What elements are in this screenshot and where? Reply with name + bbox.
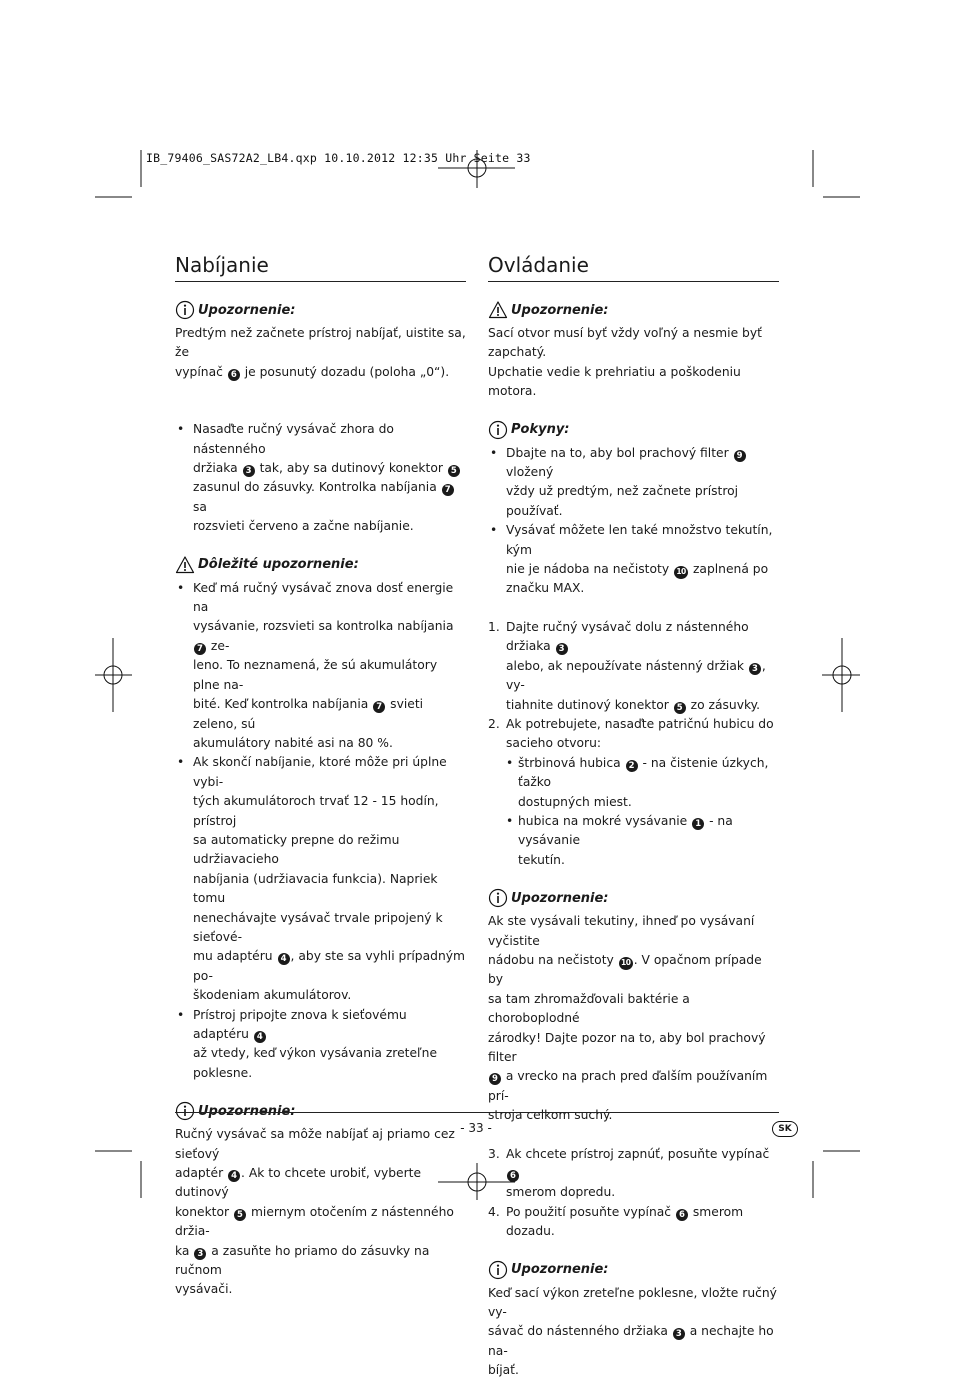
list-item: • Keď má ručný vysávač znova dosť energie na vysávanie, rozsvieti sa kontrolka nabíjania 7 ze- leno. To neznamená, že sú akumulátory plne na- bité. Keď kontrolka nabíjania 7 svieti zeleno, sú akumulátory nabité asi na 80 %.	[175, 579, 466, 754]
note-text: Predtým než začnete prístroj nabíjať, uistite sa, že vypínač 6 je posunutý dozadu (poloha „0“).	[175, 326, 466, 380]
list-item: • Ak skončí nabíjanie, ktoré môže pri úplne vybi- tých akumulátoroch trvať 12 - 15 hodín, prístroj sa automaticky prepne do režimu udržiavacieho nabíjania (udržiavacia funkcia). Napriek tomu nenechávajte vysávač trvale pripojený k sieťové- mu adaptéru 4 , aby ste sa vyhli prípadným po- škodeniam akumulátorov.	[175, 753, 466, 1005]
warning-text: Sací otvor musí byť vždy voľný a nesmie byť zapchatý. Upchatie vedie k prehriatiu a poškodeniu motora.	[488, 326, 762, 399]
callout-badge: 6	[228, 369, 240, 381]
charging-list	[175, 420, 466, 536]
note-title: Upozornenie:	[511, 1262, 609, 1278]
list-item: • Prístroj pripojte znova k sieťovému adaptéru 4 až vtedy, keď výkon vysávania zreteľne poklesne.	[175, 1006, 466, 1084]
warning-triangle-icon	[488, 300, 508, 320]
step-item: 4. Po použití posuňte vypínač 6 smerom dozadu.	[488, 1204, 744, 1239]
list-item: • hubica na mokré vysávanie 1 - na vysávanie tekutín.	[506, 812, 779, 870]
note-title: Upozornenie:	[511, 890, 609, 906]
note-text: Keď sací výkon zreteľne poklesne, vložte ručný vy- sávač do nástenného držiaka 3 a nechajte ho na- bíjať.	[488, 1285, 777, 1378]
step-item: 2. Ak potrebujete, nasaďte patričnú hubicu do sacieho otvoru: • štrbinová hubica 2 - na čistenie úzkych, ťažko dostupných miest. • hubica na mokré vysávanie 1 - na vysávanie tekutín.	[488, 715, 779, 870]
note-text: Ručný vysávač sa môže nabíjať aj priamo cez sieťový adaptér 4 . Ak to chcete urobiť, vyberte dutinový konektor 5 miernym otočením z nástenného držia- ka 3 a zasuňte ho priamo do zásuvky na ručnom vysávači.	[175, 1127, 455, 1297]
nozzle-list	[506, 754, 779, 870]
note-heading	[175, 300, 466, 320]
list-item: • Dbajte na to, aby bol prachový filter 9 vložený vždy už predtým, než začnete prístroj používať.	[488, 444, 779, 522]
note-title: Upozornenie:	[198, 302, 296, 318]
left-column	[175, 253, 466, 1300]
file-info-header: IB_79406_SAS72A2_LB4.qxp 10.10.2012 12:35 Uhr Seite 33	[146, 151, 531, 165]
info-icon	[175, 300, 195, 320]
footer-divider	[175, 1112, 779, 1113]
tips-title: Pokyny:	[511, 422, 570, 438]
tips-heading	[488, 420, 779, 440]
tips-list	[488, 444, 779, 599]
note-title: Upozornenie:	[198, 1103, 296, 1119]
section-title-charging: Nabíjanie	[175, 253, 466, 282]
info-icon	[488, 888, 508, 908]
step-item: 1. Dajte ručný vysávač dolu z nástenného držiaka 3 alebo, ak nepoužívate nástenný držiak 3 , vy- tiahnite dutinový konektor 5 zo zásuvky.	[488, 619, 766, 713]
warning-title: Dôležité upozornenie:	[198, 557, 359, 573]
section-title-operation: Ovládanie	[488, 253, 779, 282]
note-text: Ak ste vysávali tekutiny, ihneď po vysávaní vyčistite nádobu na nečistoty 10 . V opačnom prípade by sa tam zhromažďovali baktérie a choroboplodné zárodky! Dajte pozor na to, aby bol prachový filter 9 a vrecko na prach pred ďalším používaním prí- stroja celkom suchý.	[488, 914, 768, 1123]
note-heading	[488, 1260, 779, 1280]
right-column	[488, 253, 779, 1381]
warning-list	[175, 579, 466, 1084]
warning-triangle-icon	[175, 555, 195, 575]
language-badge: SK	[772, 1121, 798, 1137]
list-item: • Vysávať môžete len také množstvo tekutín, kým nie je nádoba na nečistoty 10 zaplnená po značku MAX.	[488, 521, 779, 599]
note-heading	[488, 888, 779, 908]
step-item: 3. Ak chcete prístroj zapnúť, posuňte vypínač 6 smerom dopredu.	[488, 1146, 770, 1200]
info-icon	[488, 420, 508, 440]
warning-heading	[175, 555, 466, 575]
page-number: - 33 -	[460, 1121, 492, 1135]
warning-title: Upozornenie:	[511, 302, 609, 318]
info-icon	[488, 1260, 508, 1280]
list-item: • Nasaďte ručný vysávač zhora do nástenného držiaka 3 tak, aby sa dutinový konektor 5 zasunul do zásuvky. Kontrolka nabíjania 7 sa rozsvieti červeno a začne nabíjanie.	[175, 420, 466, 536]
operation-steps-continued	[488, 1145, 779, 1242]
operation-steps	[488, 618, 779, 870]
warning-heading	[488, 300, 779, 320]
list-item: • štrbinová hubica 2 - na čistenie úzkych, ťažko dostupných miest.	[506, 754, 779, 812]
